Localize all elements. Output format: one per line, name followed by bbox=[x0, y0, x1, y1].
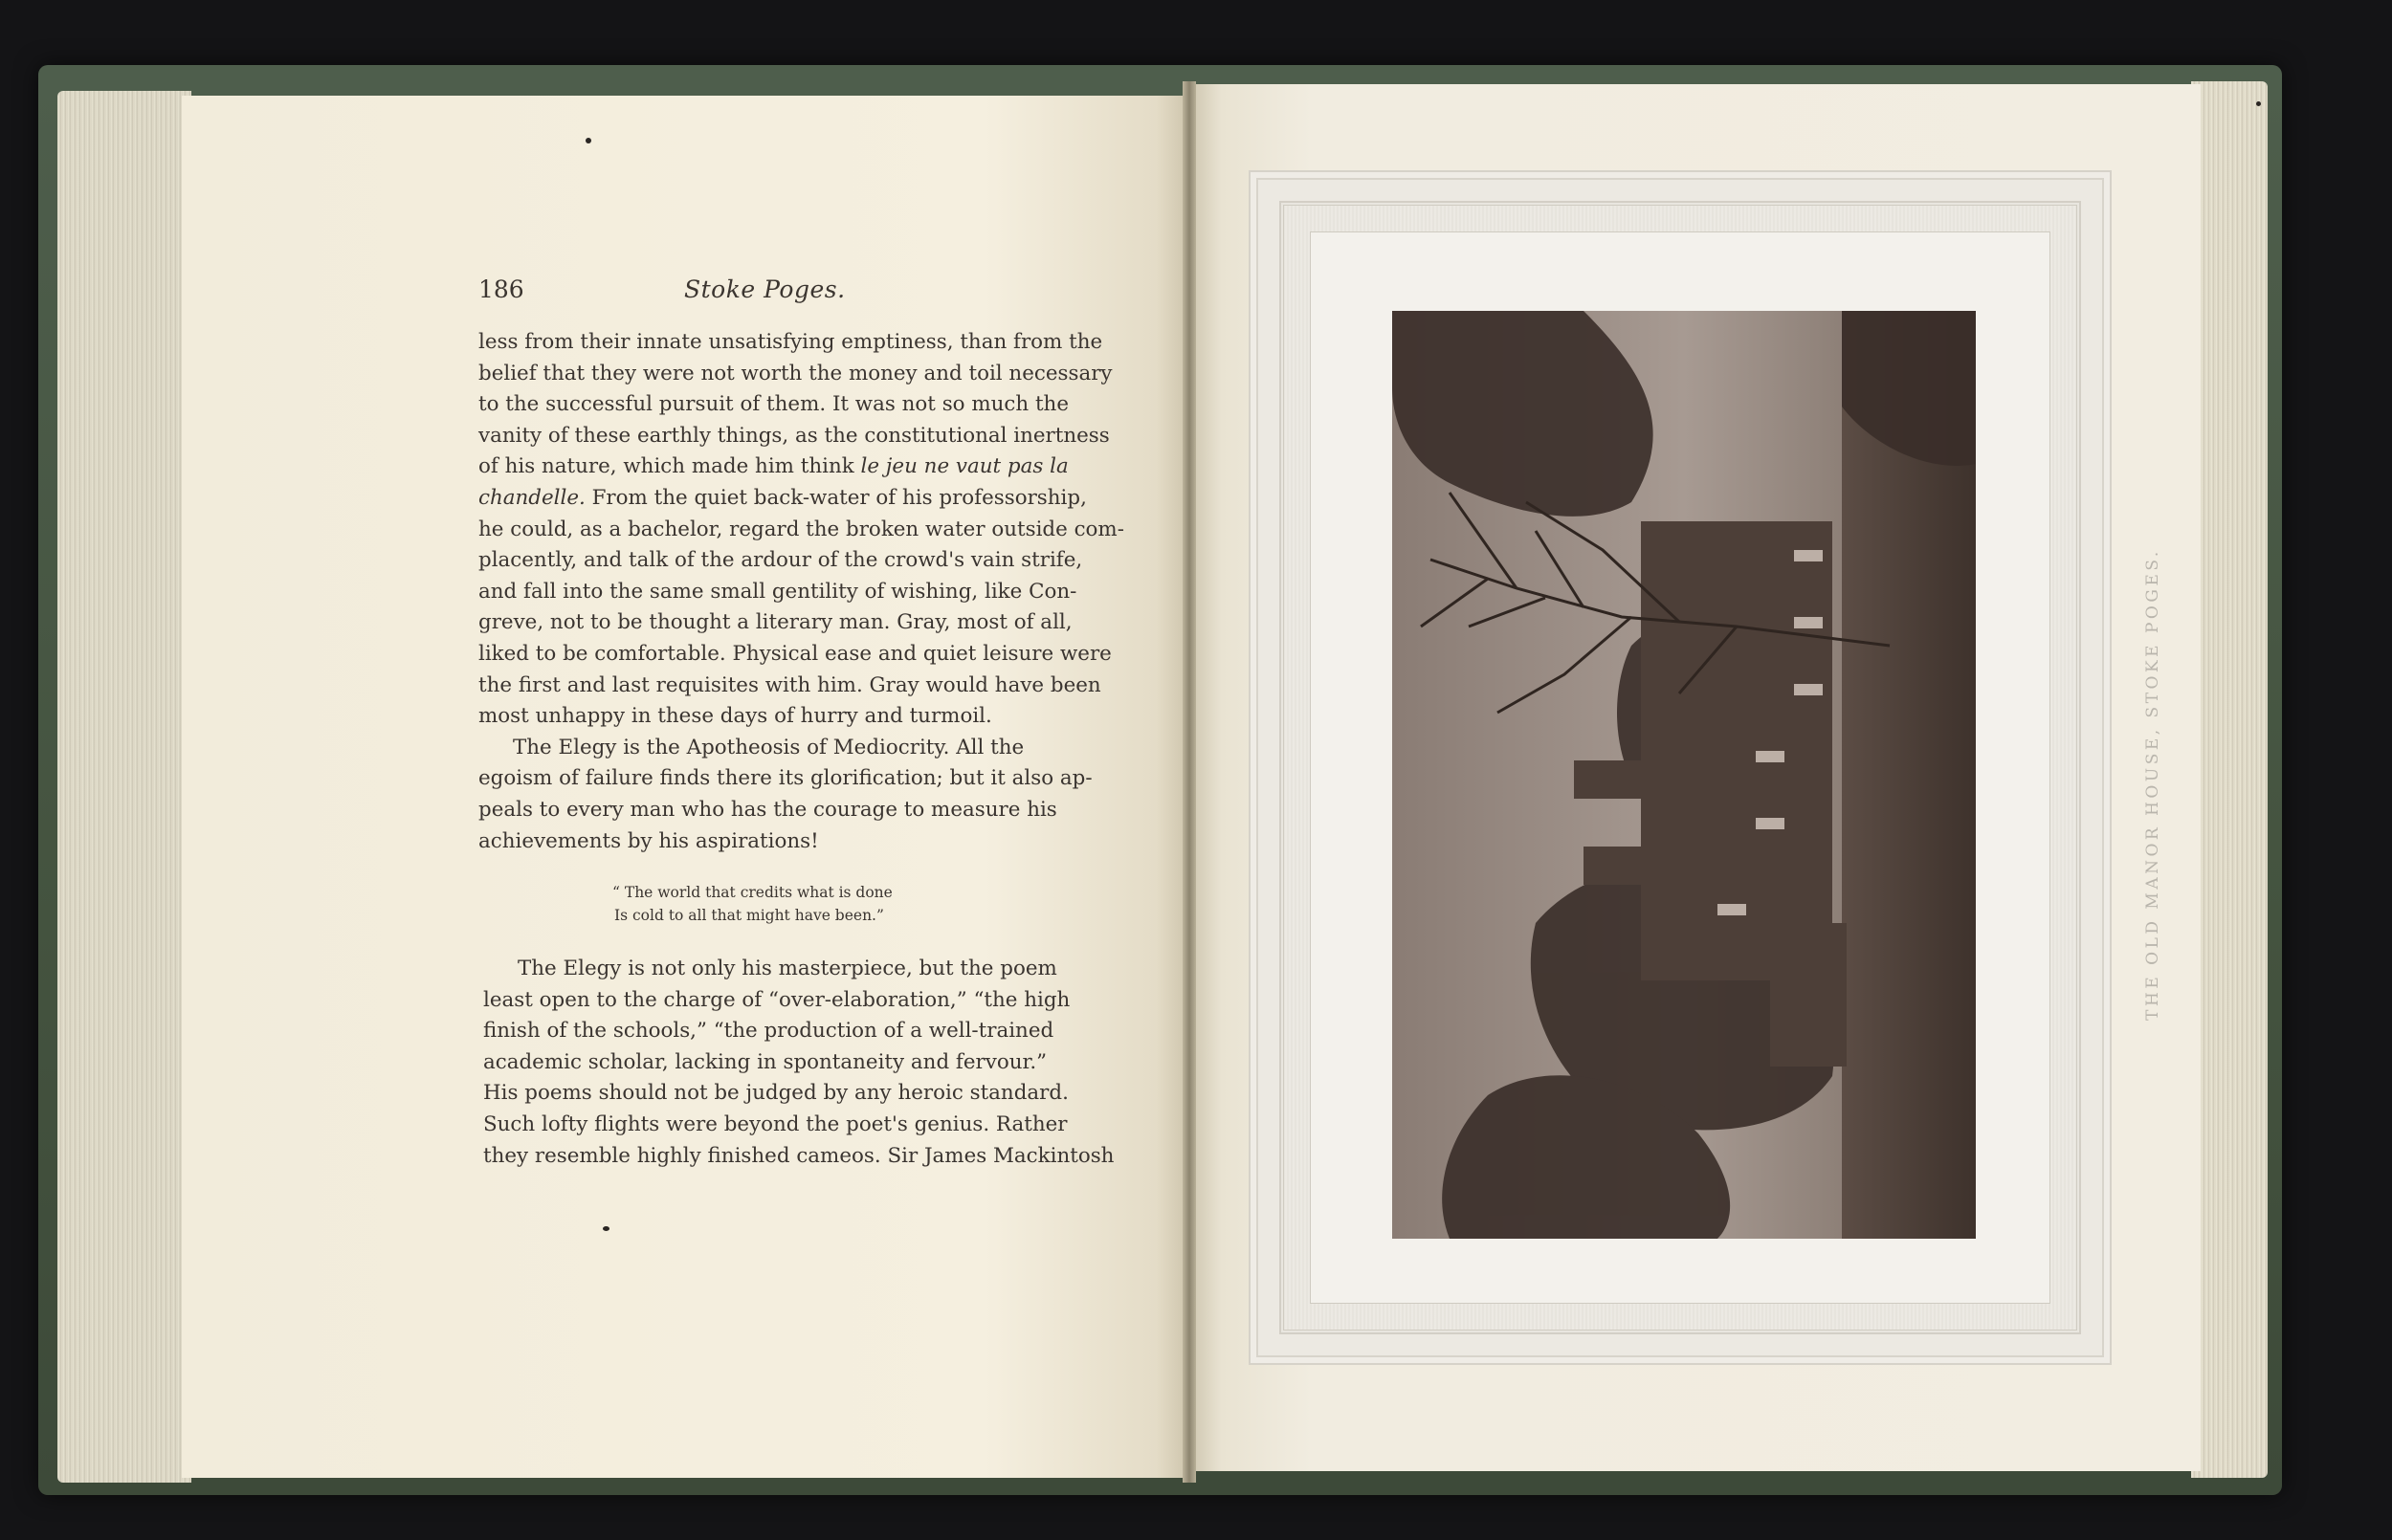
plate-caption: THE OLD MANOR HOUSE, STOKE POGES. bbox=[2143, 548, 2162, 1021]
text-line: less from their innate unsatisfying emptiness, than from the bbox=[478, 330, 1103, 354]
paragraph-2 bbox=[478, 733, 1093, 857]
text-line: greve, not to be thought a literary man. Gray, most of all, bbox=[478, 610, 1073, 635]
book-gutter bbox=[1183, 81, 1196, 1483]
text-line: The Elegy is not only his masterpiece, but the poem bbox=[518, 957, 1057, 980]
paper-speck bbox=[603, 1226, 609, 1231]
text-line: His poems should not be judged by any heroic standard. bbox=[483, 1081, 1069, 1106]
text-line: they resemble highly finished cameos. Sir James Mackintosh bbox=[483, 1143, 1115, 1168]
text-line: the first and last requisites with him. Gray would have been bbox=[478, 672, 1101, 697]
verse-quotation bbox=[612, 881, 957, 927]
text-line: of his nature, which made him think le jeu ne vaut pas la bbox=[478, 454, 1069, 479]
text-line: placently, and talk of the ardour of the crowd's vain strife, bbox=[478, 548, 1083, 573]
text-line: to the successful pursuit of them. It was not so much the bbox=[478, 392, 1069, 417]
paper-speck bbox=[586, 138, 591, 143]
paragraph-1 bbox=[478, 327, 1124, 733]
text-line: achievements by his aspirations! bbox=[478, 828, 819, 853]
text-line: chandelle. From the quiet back-water of his professorship, bbox=[478, 485, 1087, 510]
paper-speck bbox=[2256, 101, 2261, 106]
text-line: belief that they were not worth the money and toil necessary bbox=[478, 361, 1113, 385]
text-line: and fall into the same small gentility of wishing, like Con- bbox=[478, 579, 1077, 604]
page-edges-right bbox=[2191, 81, 2268, 1478]
text-line: Such lofty flights were beyond the poet's genius. Rather bbox=[483, 1111, 1068, 1136]
text-line: peals to every man who has the courage to measure his bbox=[478, 797, 1057, 822]
verse-line: “ The world that credits what is done bbox=[612, 884, 893, 901]
text-line: vanity of these earthly things, as the constitutional inertness bbox=[478, 423, 1110, 448]
text-line: liked to be comfortable. Physical ease and quiet leisure were bbox=[478, 641, 1112, 666]
page-edges-left bbox=[57, 91, 191, 1483]
text-line: The Elegy is the Apotheosis of Mediocrity. All the bbox=[513, 735, 1025, 759]
text-line: egoism of failure finds there its glorification; but it also ap- bbox=[478, 766, 1093, 791]
text-line: he could, as a bachelor, regard the broken water outside com- bbox=[478, 517, 1124, 541]
text-line: least open to the charge of “over-elaboration,” “the high bbox=[483, 987, 1071, 1012]
paragraph-3 bbox=[483, 954, 1115, 1172]
photograph-illustration bbox=[1392, 311, 1976, 1239]
manor-house-photograph bbox=[1392, 311, 1976, 1239]
verse-line: Is cold to all that might have been.” bbox=[614, 907, 884, 924]
text-line: finish of the schools,” “the production of a well-trained bbox=[483, 1019, 1054, 1044]
running-head bbox=[478, 275, 1024, 314]
body-text-top bbox=[478, 327, 1124, 857]
running-title: Stoke Poges. bbox=[684, 275, 846, 303]
text-line: most unhappy in these days of hurry and turmoil. bbox=[478, 704, 992, 729]
page-number: 186 bbox=[478, 275, 524, 303]
text-line: academic scholar, lacking in spontaneity and fervour.” bbox=[483, 1049, 1048, 1074]
body-text-bottom bbox=[483, 954, 1115, 1172]
